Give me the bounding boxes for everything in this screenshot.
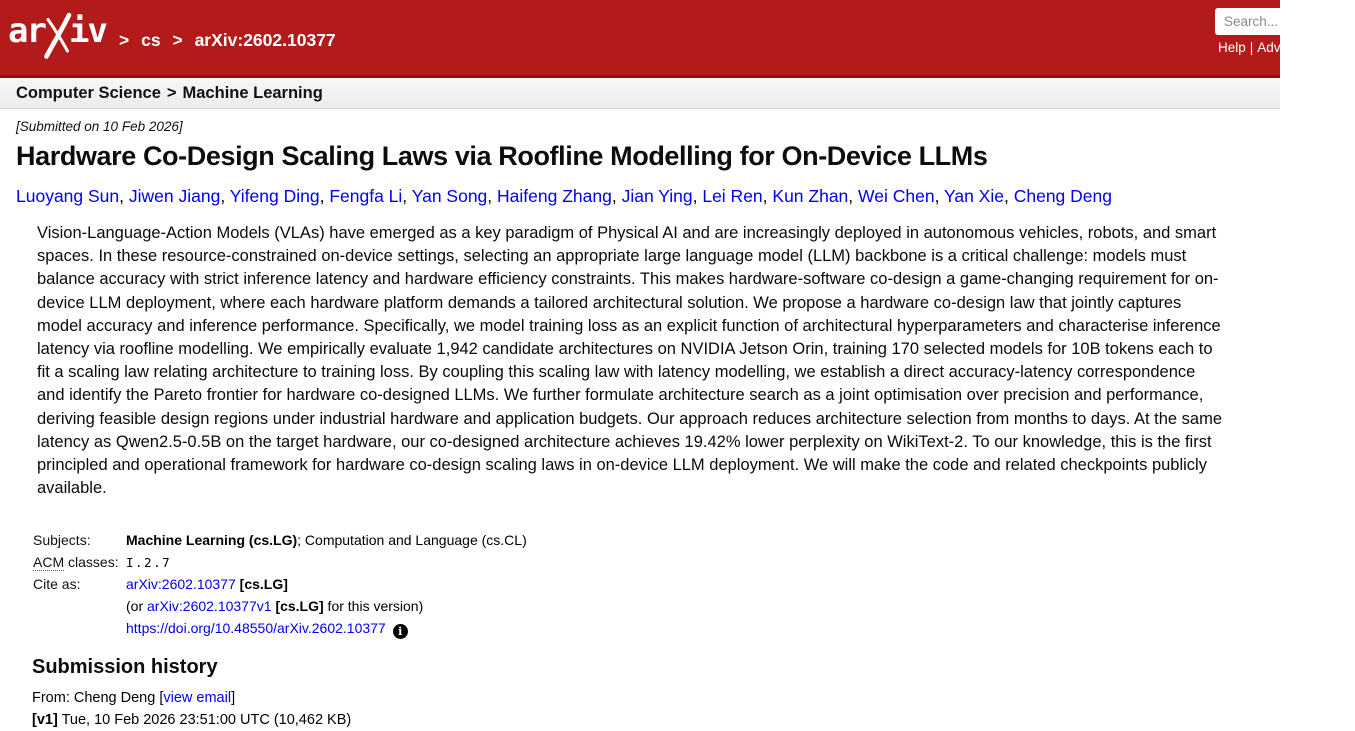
abstract-text: Vision-Language-Action Models (VLAs) have emerged as a key paradigm of Physical AI and are increasingly deployed in autonomous vehicles, robots, and smart spaces. In these resource-constrained on-device settings, selecting an appropriate large language model (LLM) backbone is a critical challenge: models must balance accuracy with strict inference latency and hardware efficiency constraints. This makes hardware-software co-design a game-changing requirement for on-device LLM deployment, where each hardware platform demands a tailored architectural solution. We propose a hardware co-design law that jointly captures model accuracy and inference performance. Specifically, we model training loss as an explicit function of architectural hyperparameters and characterise inference latency via roofline modelling. We empirically evaluate 1,942 candidate architectures on NVIDIA Jetson Orin, training 170 selected models for 10B tokens each to fit a scaling law relating architecture to training loss. By coupling this scaling law with latency modelling, we establish a direct accuracy-latency correspondence and identify the Pareto frontier for hardware co-designed LLMs. We further formulate architecture search as a joint optimisation over precision and performance, deriving feasible design regions under industrial hardware and application budgets. Our approach reduces architecture selection from months to days. At the same latency as Qwen2.5-0.5B on the target hardware, our co-designed architecture achieves 19.42% lower perplexity on WikiText-2. To our knowledge, this is the first principled and operational framework for hardware co-design scaling laws in on-device LLM deployment. We will make the code and related checkpoints publicly available.	[37, 224, 1223, 498]
logo-text-ar: ar	[8, 11, 45, 51]
subject-archive-link[interactable]: Computer Science	[16, 84, 161, 102]
logo-text-iv: iv	[68, 11, 106, 51]
advanced-search-link[interactable]: Adv	[1257, 40, 1281, 55]
subjects-label: Subjects:	[33, 532, 91, 549]
header-links	[1215, 40, 1355, 55]
acm-classes-label: ACM classes:	[33, 554, 119, 571]
arxiv-version-link[interactable]: arXiv:2602.10377v1	[147, 597, 272, 614]
doi-line	[126, 620, 408, 636]
version-history-line	[32, 710, 1264, 731]
secondary-subjects: ; Computation and Language (cs.CL)	[297, 532, 527, 549]
arxiv-banner	[0, 0, 1280, 78]
version-line: (or arXiv:2602.10377v1 [cs.LG] for this version)	[126, 597, 424, 614]
acm-classes-row	[33, 552, 1264, 574]
subjects-row	[33, 530, 1264, 552]
author-link[interactable]: Yan Xie	[943, 186, 1004, 206]
arxiv-id-link[interactable]: arXiv:2602.10377	[126, 576, 236, 593]
version-category: [cs.LG]	[275, 597, 324, 614]
subjects-value	[126, 530, 527, 552]
author-link[interactable]: Haifeng Zhang	[497, 186, 612, 206]
breadcrumb-separator: >	[172, 30, 183, 50]
author-link[interactable]: Jian Ying	[621, 186, 693, 206]
subject-category-link[interactable]: Machine Learning	[182, 84, 323, 102]
cite-as-label: Cite as:	[33, 576, 81, 593]
author-link[interactable]: Yan Song	[411, 186, 488, 206]
breadcrumb	[112, 30, 336, 51]
v1-timestamp: Tue, 10 Feb 2026 23:51:00 UTC (10,462 KB)	[57, 711, 352, 728]
submission-dateline: [Submitted on 10 Feb 2026]	[16, 119, 183, 134]
breadcrumb-separator: >	[119, 30, 130, 50]
info-icon[interactable]: i	[393, 624, 408, 639]
cite-as-row	[33, 574, 1264, 639]
doi-link[interactable]: https://doi.org/10.48550/arXiv.2602.10377	[126, 619, 386, 636]
acm-classes-value: I.2.7	[126, 555, 172, 571]
search-input[interactable]	[1215, 8, 1335, 35]
author-link[interactable]: Jiwen Jiang	[128, 186, 221, 206]
breadcrumb-paper-link[interactable]: arXiv:2602.10377	[194, 30, 336, 50]
submission-history	[32, 656, 1264, 731]
from-line: From: Cheng Deng [view email]	[32, 690, 236, 707]
cite-category: [cs.LG]	[239, 576, 288, 593]
author-link[interactable]: Wei Chen	[858, 186, 935, 206]
help-link[interactable]: Help	[1218, 40, 1246, 55]
links-divider: |	[1249, 40, 1254, 55]
subject-separator: >	[166, 84, 177, 102]
cite-as-value	[126, 574, 423, 639]
author-link[interactable]: Cheng Deng	[1013, 186, 1112, 206]
paper-title: Hardware Co-Design Scaling Laws via Roofline Modelling for On-Device LLMs	[16, 141, 988, 171]
breadcrumb-cs-link[interactable]: cs	[141, 30, 161, 50]
authors-list: Luoyang Sun, Jiwen Jiang, Yifeng Ding, Fengfa Li, Yan Song, Haifeng Zhang, Jian Ying, Lei Ren, Kun Zhan, Wei Chen, Yan Xie, Cheng Deng	[16, 186, 1112, 206]
metadata-table	[33, 530, 1264, 639]
author-link[interactable]: Yifeng Ding	[229, 186, 320, 206]
author-link[interactable]: Kun Zhan	[772, 186, 849, 206]
v1-tag: [v1]	[32, 711, 58, 728]
abstract-page-content	[0, 109, 1280, 731]
author-link[interactable]: Luoyang Sun	[16, 186, 120, 206]
acm-abbr: ACM	[33, 554, 65, 571]
author-link[interactable]: Lei Ren	[702, 186, 763, 206]
primary-subject: Machine Learning (cs.LG)	[126, 532, 298, 549]
cite-line	[126, 576, 288, 592]
author-link[interactable]: Fengfa Li	[329, 186, 403, 206]
arxiv-logo[interactable]	[8, 12, 106, 58]
submission-history-heading: Submission history	[32, 656, 218, 679]
view-email-link[interactable]: view email	[163, 690, 232, 707]
search-area	[1215, 8, 1355, 55]
subject-bar	[0, 78, 1280, 109]
